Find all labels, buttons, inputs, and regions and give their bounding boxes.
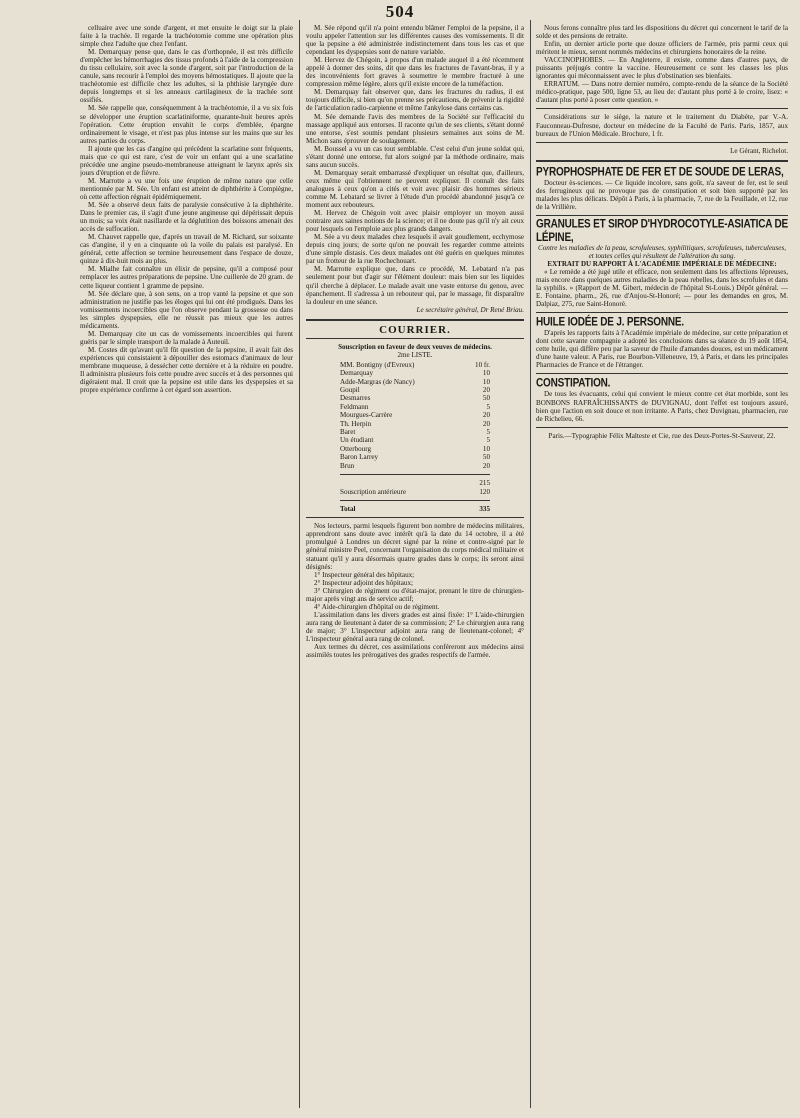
- paragraph: Enfin, un dernier article porte que douze officiers de l'armée, pris parmi ceux qui méritent le mieux, seront nommés médecins et chirurgiens honoraires de la reine.: [536, 40, 788, 57]
- donation-amount: 5: [486, 402, 490, 411]
- divider: [536, 142, 788, 143]
- donation-row: [340, 369, 490, 377]
- ad-title: HUILE IODÉE DE J. PERSONNE.: [536, 316, 684, 329]
- subtotal-amount: 215: [479, 479, 490, 488]
- donation-row: [340, 462, 490, 470]
- donation-amount: 20: [482, 461, 490, 470]
- divider: [306, 338, 524, 339]
- donation-row: [340, 453, 490, 461]
- previous-amount: 120: [479, 487, 490, 496]
- donation-row: [340, 411, 490, 419]
- donation-amount: 50: [482, 394, 490, 403]
- list-item: 4° Aide-chirurgien d'hôpital ou de régiment.: [314, 602, 440, 611]
- paragraph: M. Sée demande l'avis des membres de la Société sur l'efficacité du massage appliqué aux entorses. Il raconte qu'un de ses clients, s'étant donné une entorse, s'est soumis pendant plusieurs semaines aux soins de M. Michon sans éprouver de soulagement.: [306, 112, 524, 145]
- total-row: [340, 505, 490, 513]
- paragraph: M. Boussel a vu un cas tout semblable. C'est celui d'un jeune soldat qui, s'étant donné une entorse, fut alors soigné par la méthode ordinaire, mais sans aucun succès.: [306, 144, 524, 169]
- paragraph: M. Hervez de Chégoin, à propos d'un malade auquel il a été récemment appelé à donner des soins, dit que dans les fractures de l'avant-bras, il y a des inconvénients fort graves à soumettre le membre fracturé à une compression même légère, alors qu'il existe encore de la tuméfaction.: [306, 56, 524, 89]
- section-divider: [306, 319, 524, 321]
- donor-name: Baron Larrey: [340, 453, 379, 462]
- donation-amount: 5: [486, 436, 490, 445]
- ad-text: De tous les évacuants, celui qui convient le mieux contre cet état morbide, sont les BONBONS RAFRAÎCHISSANTS de DUVIGNAU, dont l'effet est toujours assuré, bien que l'action en soit douce et non irritante. A Paris, chez Duvignau, pharmacien, rue de Richelieu, 66.: [536, 390, 788, 423]
- donor-name: Adde-Margras (de Nancy): [340, 377, 415, 386]
- ad-title: CONSTIPATION.: [536, 377, 611, 391]
- paragraph: M. Costes dit qu'avant qu'il fût question de la pepsine, il avait fait des expériences qui consistaient à dépouiller des estomacs d'animaux de leur membrane muqueuse, à dessécher cette dernière et à la réduire en poudre. Il administra plusieurs fois cette poudre avec succès et à des personnes qui digéraient mal. Il croit que la pepsine est utile dans les dyspepsies et sa propre expérience confirme à cet égard son assertion.: [80, 345, 293, 395]
- donor-name: Baret: [340, 428, 356, 437]
- paragraph: M. Mialhe fait connaître un élixir de pepsine, qu'il a composé pour remplacer les autres préparations de pepsine. Une cuillerée de 20 gram. de cette liqueur contient 1 gramme de pepsine.: [80, 265, 293, 290]
- donation-row: [340, 403, 490, 411]
- donation-amount: 50: [482, 453, 490, 462]
- column-left: [80, 24, 293, 1104]
- paragraph: M. Chauvet rappelle que, d'après un travail de M. Richard, sur soixante cas d'angine, il y en a cinquante où la voile du palais est paralysé. En général, cette affection se termine heureusement dans l'espace de douze, quinze à dix-huit mois au plus.: [80, 233, 293, 266]
- ads-divider: [536, 160, 788, 162]
- donation-row: [340, 386, 490, 394]
- donation-amount: 20: [482, 411, 490, 420]
- donor-name: Goupil: [340, 386, 360, 395]
- paragraph: Considérations sur le siège, la nature et le traitement du Diabète, par V.-A. Fauconneau-Dufresne, docteur en médecine de la Faculté de Paris. Paris, 1857, aux bureaux de l'Union Médicale. Brochure, 1 fr.: [536, 113, 788, 138]
- paragraph: ERRATUM. — Dans notre dernier numéro, compte-rendu de la séance de la Société médico-pratique, page 500, ligne 53, au lieu de: d'autant plus porté à le croire, lisez: « d'autant plus porté à poser cette question. »: [536, 80, 788, 105]
- paragraph: M. Demarquay pense que, dans le cas d'orthopnée, il est très difficile d'empêcher les hémorrhagies des tissus profonds à l'aide de la compression du tissu cellulaire, soit avec la sonde d'argent, soit par l'introduction de la canule, sans recourir à l'emploi des moyens hémostatiques. Il ajoute que la trachéotomie est difficile chez les adultes, si la phthisie laryngée dure depuis longtemps et si les anneaux cartilagineux de la trachée sont ossifiés.: [80, 48, 293, 105]
- donation-row: [340, 378, 490, 386]
- divider: [536, 215, 788, 216]
- total-label: Total: [340, 504, 356, 513]
- donation-row: [340, 394, 490, 402]
- sum-row: [340, 479, 490, 487]
- paragraph: Nous ferons connaître plus tard les dispositions du décret qui concernent le tarif de la solde et des pensions de retraite.: [536, 24, 788, 41]
- paragraph: VACCINOPHOBES. — En Angleterre, il existe, comme dans d'autres pays, de puissants préjugés contre la vaccine. Heureusement ce sont les classes les plus ignorantes qui méconnaissent avec le plus d'obstination ses bienfaits.: [536, 56, 788, 81]
- paragraph: M. Sée déclare que, à son sens, on a trop vanté la pepsine et que son administration ne justifie pas les éloges qui lui ont été prodigués. Dans les vomissements incoercibles que l'on observe pendant la grossesse ou dans les simples dyspepsies, elle ne réussit pas mieux que les autres médicaments.: [80, 289, 293, 330]
- column-rule: [299, 20, 300, 1108]
- divider: [536, 373, 788, 374]
- donor-name: Otterbourg: [340, 444, 371, 453]
- sum-rule: [340, 474, 490, 475]
- paragraph: M. Demarquay fait observer que, dans les fractures du radius, il est toujours difficile, si bien qu'on prenne ses précautions, de prévenir la rigidité de l'articulation radio-carpienne et même l'ankylose dans certains cas.: [306, 88, 524, 113]
- donation-amount: 10: [482, 377, 490, 386]
- ad-title: PYROPHOSPHATE DE FER ET DE SOUDE DE LERAS,: [536, 165, 784, 179]
- paragraph: Il ajoute que les cas d'angine qui précèdent la scarlatine sont fréquents, mais que ce qui est rare, c'est de voir un enfant qui a une scarlatine précédée une angine pseudo-membraneuse atteignant le larynx après six jours d'éruption et de fièvre.: [80, 144, 293, 177]
- page-number: 504: [385, 2, 415, 21]
- total-amount: 335: [479, 504, 490, 513]
- divider: [536, 312, 788, 313]
- ad-title: GRANULES ET SIROP D'HYDROCOTYLE-ASIATICA DE LÉPINE,: [536, 218, 788, 245]
- paragraph: M. Sée rappelle que, conséquemment à la trachéotomie, il a vu six fois se développer une éruption scarlatiniforme, quarante-huit heures après l'opération. Cette éruption envahit le corps d'emblée, épargne ordinairement le visage, et n'est pas plus intense sur les mains que sur les autres parties du corps.: [80, 104, 293, 145]
- paragraph: M. Hervez de Chégoin voit avec plaisir employer un moyen aussi contraire aux saines notions de la science; et il ne doute pas qu'il n'y ait ceux pour lesquels on l'emploie aux plus grands dangers.: [306, 209, 524, 234]
- paragraph: celluaire avec une sonde d'argent, et met ensuite le doigt sur la plaie faite à la trachée. Il regarde la trachéotomie comme une opération plus simple chez l'adulte que chez l'enfant.: [80, 24, 293, 49]
- list-item: 1° Inspecteur général des hôpitaux;: [314, 570, 415, 579]
- column-middle: [306, 24, 524, 1104]
- paragraph: Aux termes du décret, ces assimilations conféreront aux médecins ainsi assimilés toutes les prérogatives des grades respectifs de l'armée.: [306, 643, 524, 660]
- paragraph: Nos lecteurs, parmi lesquels figurent bon nombre de médecins militaires, apprendront sans doute avec intérêt qu'à la date du 14 octobre, il a été promulgué à Londres un décret signé par la reine et contre-signé par le général ministre Peel, concernant l'organisation du corps médical militaire et statuant qu'il y aura désormais quatre grades dans le corps; ils seront ainsi désignés:: [306, 522, 524, 571]
- courrier-heading: COURRIER.: [379, 323, 451, 336]
- donation-row: [340, 420, 490, 428]
- donor-name: Mourgues-Carrère: [340, 411, 393, 420]
- list-item: 2° Inspecteur adjoint des hôpitaux;: [314, 578, 413, 587]
- divider: [306, 517, 524, 518]
- donor-name: Desmarres: [340, 394, 371, 403]
- list-item: 3° Chirurgien de régiment ou d'état-major, prenant le titre de chirurgien-major après vingt ans de service actif;: [306, 586, 524, 603]
- ad-text: D'après les rapports faits à l'Académie impériale de médecine, sur cette préparation et dont cette savante compagnie a adopté les conclusions dans sa séance du 19 août 1854, cette huile, qui diffère peu par la saveur de l'huile d'amandes douces, est un médicament d'une haute valeur. A Paris, rue Bourbon-Villeneuve, 19, à Paris, et dans les principales Pharmacies de France et de l'étranger.: [536, 329, 788, 370]
- donation-row: [340, 436, 490, 444]
- donor-name: Brun: [340, 461, 355, 470]
- secretary-signature: Le secrétaire général, Dr René Briau.: [416, 305, 524, 314]
- donation-amount: 20: [482, 419, 490, 428]
- divider: [536, 108, 788, 109]
- paragraph: M. Sée a observé deux faits de paralysie consécutive à la diphthérite. Dans le premier cas, il s'agit d'une jeune angineuse qui dépérissait depuis un mois; sa voix était nasillarde et la déglutition des boissons amenait des accès de suffocation.: [80, 201, 293, 234]
- column-rule: [530, 20, 531, 1108]
- donation-amount: 10: [482, 369, 490, 378]
- printer-imprint: Paris.—Typographie Félix Malteste et Cie, rue des Deux-Portes-St-Sauveur, 22.: [548, 431, 776, 440]
- ad-extract-heading: EXTRAIT DU RAPPORT À L'ACADÉMIE IMPÉRIALE DE MÉDECINE:: [547, 259, 777, 268]
- paragraph: M. Marrotte a vu une fois une éruption de même nature que celle mentionnée par M. Sée. Un enfant est atteint de diphthérite à Compiègne, où cette affection régnait épidémiquement.: [80, 176, 293, 201]
- paragraph: M. Demarquay serait embarrassé d'expliquer un résultat que, d'ailleurs, ceux même qui l'obtiennent ne peuvent expliquer. Il connaît des faits analogues à ceux qu'on a cités et voit avec plaisir des hommes sérieux comme M. Lebatard se livrer à l'étude d'un procédé abandonné jusqu'à ce moment aux rebouteurs.: [306, 168, 524, 210]
- ad-text: « Le remède a été jugé utile et efficace, non seulement dans les affections lépreuses, mais encore dans quelques autres maladies de la peau rebelles, dans les scrofules et dans la syphilis. » (Rapport de M. Gibert, médecin de l'hôpital St-Louis.) Dépôt général. — E. Fontaine, pharm., 26, rue d'Anjou-St-Honoré; — pour les demandes en gros, M. Dalpiaz, 275, rue Saint-Honoré.: [536, 267, 788, 309]
- ad-text: Docteur ès-sciences. — Ce liquide incolore, sans goût, n'a saveur de fer, est le seul des ferrugineux qui ne provoque pas de constipation et soit bien supporté par les malades les plus délicats. Dépôt à Paris, à la pharmacie, 7, rue de la Feuillade, et 12, rue de la Vrillière.: [536, 178, 788, 211]
- subscription-heading: Souscription en faveur de deux veuves de médecins.: [338, 342, 492, 351]
- paragraph: M. Demarquay cite un cas de vomissements incoercibles qui furent guéris par le simple transport de la malade à Auteuil.: [80, 329, 293, 346]
- ad-subtitle: Contre les maladies de la peau, scrofuleuses, syphilitiques, scrofuleuses, tuberculeuses, et toutes celles qui résultent de l'altération du sang.: [538, 243, 786, 260]
- donor-name: Th. Herpin: [340, 419, 372, 428]
- donor-name: Un étudiant: [340, 436, 374, 445]
- list-heading: 2me LISTE.: [397, 350, 433, 359]
- gerant-signature: Le Gérant, Richelot.: [730, 146, 788, 155]
- donation-amount: 20: [482, 386, 490, 395]
- donor-name: MM. Bontigny (d'Evreux): [340, 360, 415, 369]
- total-rule: [340, 500, 490, 501]
- divider: [536, 427, 788, 428]
- donor-name: Demarquay: [340, 369, 374, 378]
- donation-amount: 10 fr.: [475, 360, 490, 369]
- paragraph: M. Sée répond qu'il n'a point entendu blâmer l'emploi de la pepsine, il a voulu appeler l'attention sur les différentes causes des vomissements. Il dit que la pepsine a été administrée indistinctement dans tous les cas et que cependant les dyspepsies sont de nature variable.: [306, 24, 524, 57]
- donation-row: [340, 445, 490, 453]
- previous-label: Souscription antérieure: [340, 487, 406, 496]
- paragraph: M. Marrotte explique que, dans ce procédé, M. Lebatard n'a pas seulement pour but d'agir sur l'élément douleur: mais bien sur les liquides qu'il cherche à déplacer. Le malade avait une vaste entorse du genou, avec épanchement. Il s'adressa à un rebouteur qui, par le massage, fit disparaître la douleur en une séance.: [306, 265, 524, 306]
- donations-list: [340, 361, 490, 514]
- donor-name: Feldmann: [340, 402, 369, 411]
- donation-row: [340, 428, 490, 436]
- paragraph: L'assimilation dans les divers grades est ainsi fixée: 1° L'aide-chirurgien aura rang de lieutenant à dater de sa commission; 2° Le chirurgien aura rang de major; 3° L'inspecteur adjoint aura rang de lieutenant-colonel; 4° L'inspecteur général aura rang de colonel.: [306, 610, 524, 643]
- donation-amount: 5: [486, 428, 490, 437]
- paragraph: M. Sée a vu deux malades chez lesquels il avait goudlement, ecchymose depuis cinq jours; de sorte qu'on ne pouvait les regarder comme atteints d'une simple distasis. Ces deux malades ont été guéris en quelques minutes par un frotteur de la rue Rochechouart.: [306, 233, 524, 266]
- donation-row: [340, 361, 490, 369]
- previous-row: [340, 488, 490, 496]
- column-right: [536, 24, 788, 1104]
- donation-amount: 10: [482, 444, 490, 453]
